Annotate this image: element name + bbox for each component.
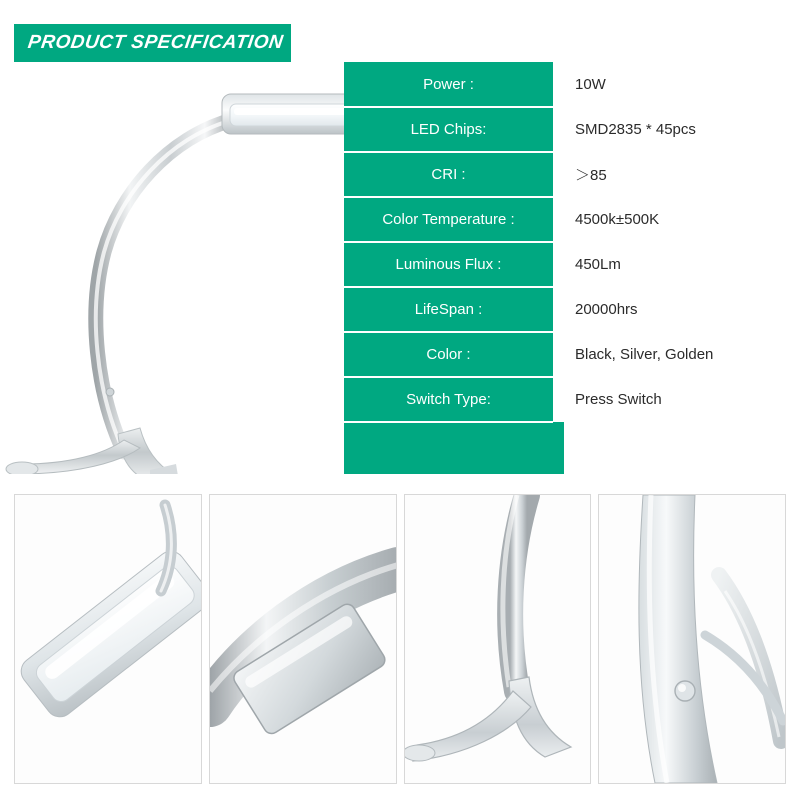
table-row [344, 107, 784, 152]
table-row [344, 62, 784, 107]
page-title: PRODUCT SPECIFICATION [26, 32, 285, 53]
thumbnail-press-switch [598, 494, 786, 784]
spec-value: 450Lm [553, 242, 784, 287]
specification-table [344, 62, 784, 423]
spec-label: CRI : [344, 152, 553, 197]
table-row [344, 242, 784, 287]
thumbnail-arm-joint [209, 494, 397, 784]
detail-thumbnail-row [14, 494, 786, 782]
table-row [344, 152, 784, 197]
spec-value: Press Switch [553, 377, 784, 422]
spec-label: Color Temperature : [344, 197, 553, 242]
spec-label: LED Chips: [344, 107, 553, 152]
spec-value: ＞85 [553, 152, 784, 197]
spec-value: 20000hrs [553, 287, 784, 332]
table-row [344, 197, 784, 242]
table-row [344, 332, 784, 377]
spec-value: 10W [553, 62, 784, 107]
spec-value: Black, Silver, Golden [553, 332, 784, 377]
lamp-illustration [0, 62, 344, 474]
spec-label: LifeSpan : [344, 287, 553, 332]
spec-label: Luminous Flux : [344, 242, 553, 287]
specification-table-wrapper [344, 62, 784, 474]
hero-product-image [0, 62, 344, 474]
table-row [344, 287, 784, 332]
spec-label: Power : [344, 62, 553, 107]
spec-label: Switch Type: [344, 377, 553, 422]
spec-value: 4500k±500K [553, 197, 784, 242]
page-title-banner [14, 24, 291, 62]
spec-label: Color : [344, 332, 553, 377]
spec-value: SMD2835 * 45pcs [553, 107, 784, 152]
thumbnail-base-stand [404, 494, 592, 784]
table-row [344, 377, 784, 422]
thumbnail-lamp-head [14, 494, 202, 784]
